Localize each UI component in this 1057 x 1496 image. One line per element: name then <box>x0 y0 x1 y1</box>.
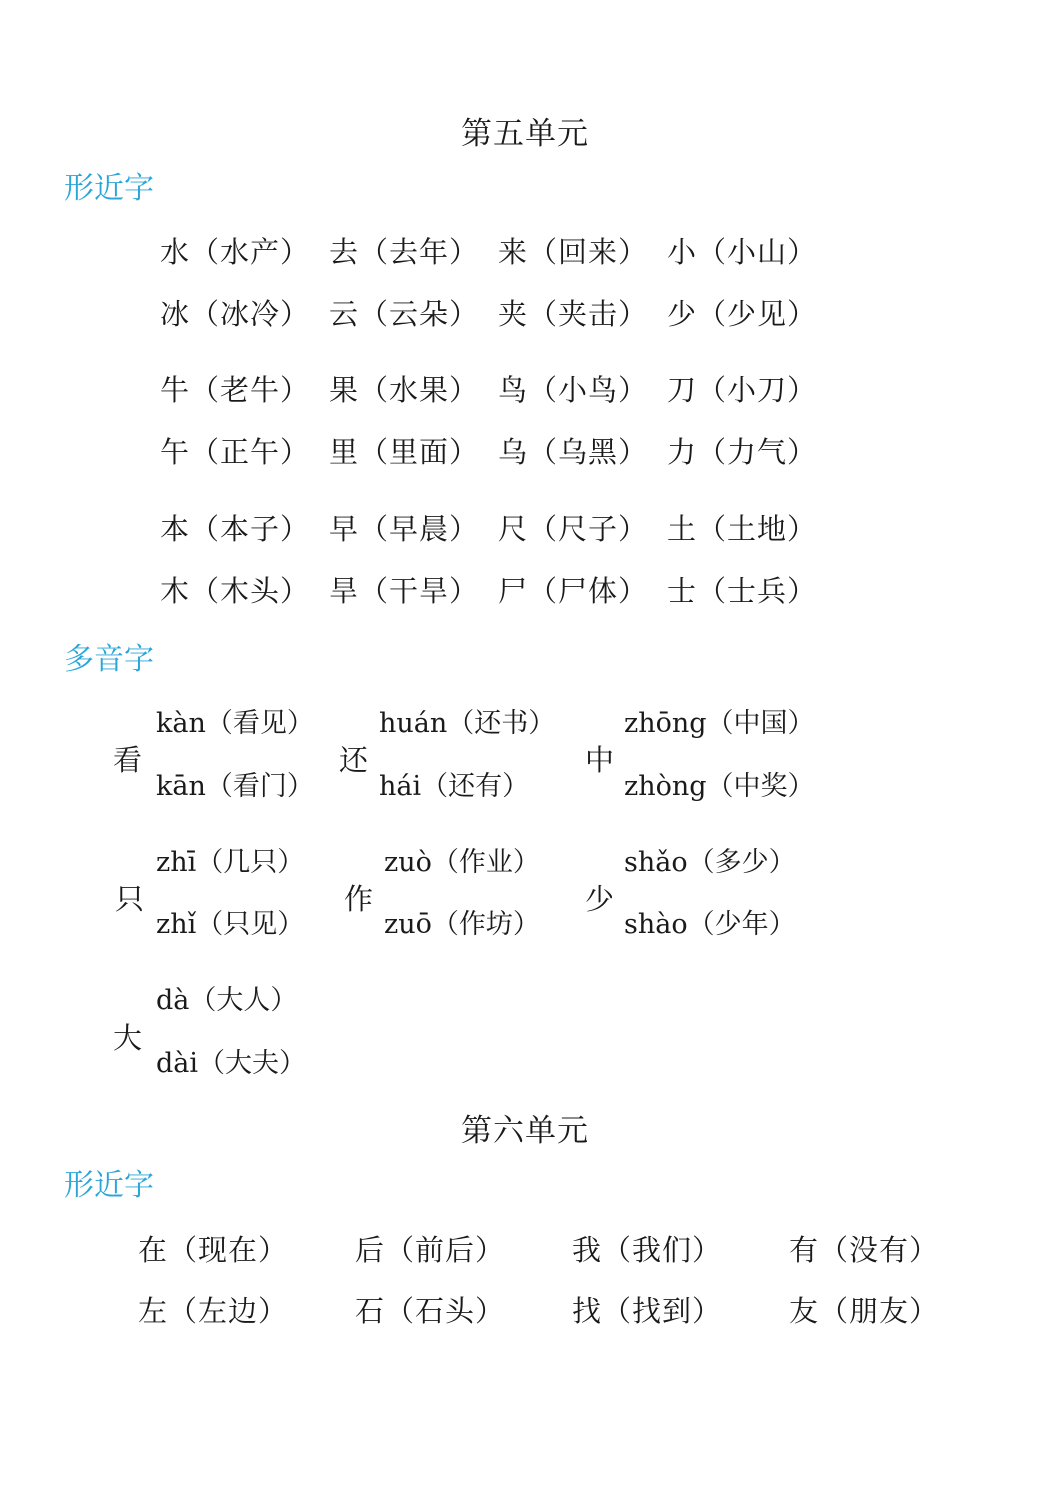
u5-row4-c1: 午（正午） <box>160 435 311 469</box>
u5-row6-c3: 尸（尸体） <box>498 574 649 608</box>
poly-char-zuo: 作 <box>344 882 374 916</box>
u5-row3-c1: 牛（老牛） <box>160 373 311 407</box>
u5-row6-c1: 木（木头） <box>160 574 311 608</box>
u5-row2-c2: 云（云朵） <box>329 297 480 331</box>
unit5-title: 第五单元 <box>461 116 589 152</box>
u5-row4-c3: 乌（乌黑） <box>498 435 649 469</box>
u6-row2-c1: 左（左边） <box>138 1294 289 1328</box>
poly-char-zhi: 只 <box>115 882 145 916</box>
poly-char-shao: 少 <box>585 882 615 916</box>
poly-reading-kan-2: kān（看门） <box>156 771 314 802</box>
poly-reading-zhong-2: zhòng（中奖） <box>624 771 815 802</box>
u5-row1-c2: 去（去年） <box>329 235 480 269</box>
unit5-similar-heading: 形近字 <box>64 171 154 206</box>
u5-row3-c2: 果（水果） <box>329 373 480 407</box>
u6-row2-c2: 石（石头） <box>355 1294 506 1328</box>
u6-row1-c4: 有（没有） <box>789 1233 940 1267</box>
unit5-poly-heading: 多音字 <box>64 642 154 677</box>
poly-reading-huan-2: hái（还有） <box>379 771 530 802</box>
unit6-title: 第六单元 <box>461 1113 589 1149</box>
u5-row2-c3: 夹（夹击） <box>498 297 649 331</box>
u6-row1-c3: 我（我们） <box>572 1233 723 1267</box>
u5-row4-c4: 力（力气） <box>667 435 818 469</box>
u5-row5-c3: 尺（尺子） <box>498 512 649 546</box>
poly-reading-zhi-1: zhī（几只） <box>156 847 305 878</box>
poly-reading-zhong-1: zhōng（中国） <box>624 708 815 739</box>
poly-char-kan: 看 <box>113 743 143 777</box>
u5-row5-c2: 早（早晨） <box>329 512 480 546</box>
u5-row3-c4: 刀（小刀） <box>667 373 818 407</box>
unit6-similar-heading: 形近字 <box>64 1168 154 1203</box>
u5-row1-c1: 水（水产） <box>160 235 311 269</box>
u5-row5-c4: 土（土地） <box>667 512 818 546</box>
u5-row2-c4: 少（少见） <box>667 297 818 331</box>
poly-reading-da-1: dà（大人） <box>156 985 298 1016</box>
u6-row1-c1: 在（现在） <box>138 1233 289 1267</box>
poly-reading-shao-1: shǎo（多少） <box>624 847 796 878</box>
u5-row6-c4: 士（士兵） <box>667 574 818 608</box>
u6-row1-c2: 后（前后） <box>355 1233 506 1267</box>
poly-reading-da-2: dài（大夫） <box>156 1048 307 1079</box>
poly-char-da: 大 <box>113 1021 143 1055</box>
u5-row2-c1: 冰（冰冷） <box>160 297 311 331</box>
poly-reading-zuo-2: zuō（作坊） <box>384 909 540 940</box>
u5-row4-c2: 里（里面） <box>329 435 480 469</box>
u5-row1-c4: 小（小山） <box>667 235 818 269</box>
poly-reading-shao-2: shào（少年） <box>624 909 796 940</box>
u5-row3-c3: 鸟（小鸟） <box>498 373 649 407</box>
u5-row6-c2: 旱（干旱） <box>329 574 480 608</box>
u6-row2-c3: 找（找到） <box>572 1294 723 1328</box>
u5-row1-c3: 来（回来） <box>498 235 649 269</box>
poly-reading-kan-1: kàn（看见） <box>156 708 314 739</box>
poly-reading-zuo-1: zuò（作业） <box>384 847 540 878</box>
u5-row5-c1: 本（本子） <box>160 512 311 546</box>
poly-reading-huan-1: huán（还书） <box>379 708 556 739</box>
u6-row2-c4: 友（朋友） <box>789 1294 940 1328</box>
poly-char-zhong: 中 <box>585 743 615 777</box>
poly-reading-zhi-2: zhǐ（只见） <box>156 909 305 940</box>
poly-char-huan: 还 <box>339 743 369 777</box>
